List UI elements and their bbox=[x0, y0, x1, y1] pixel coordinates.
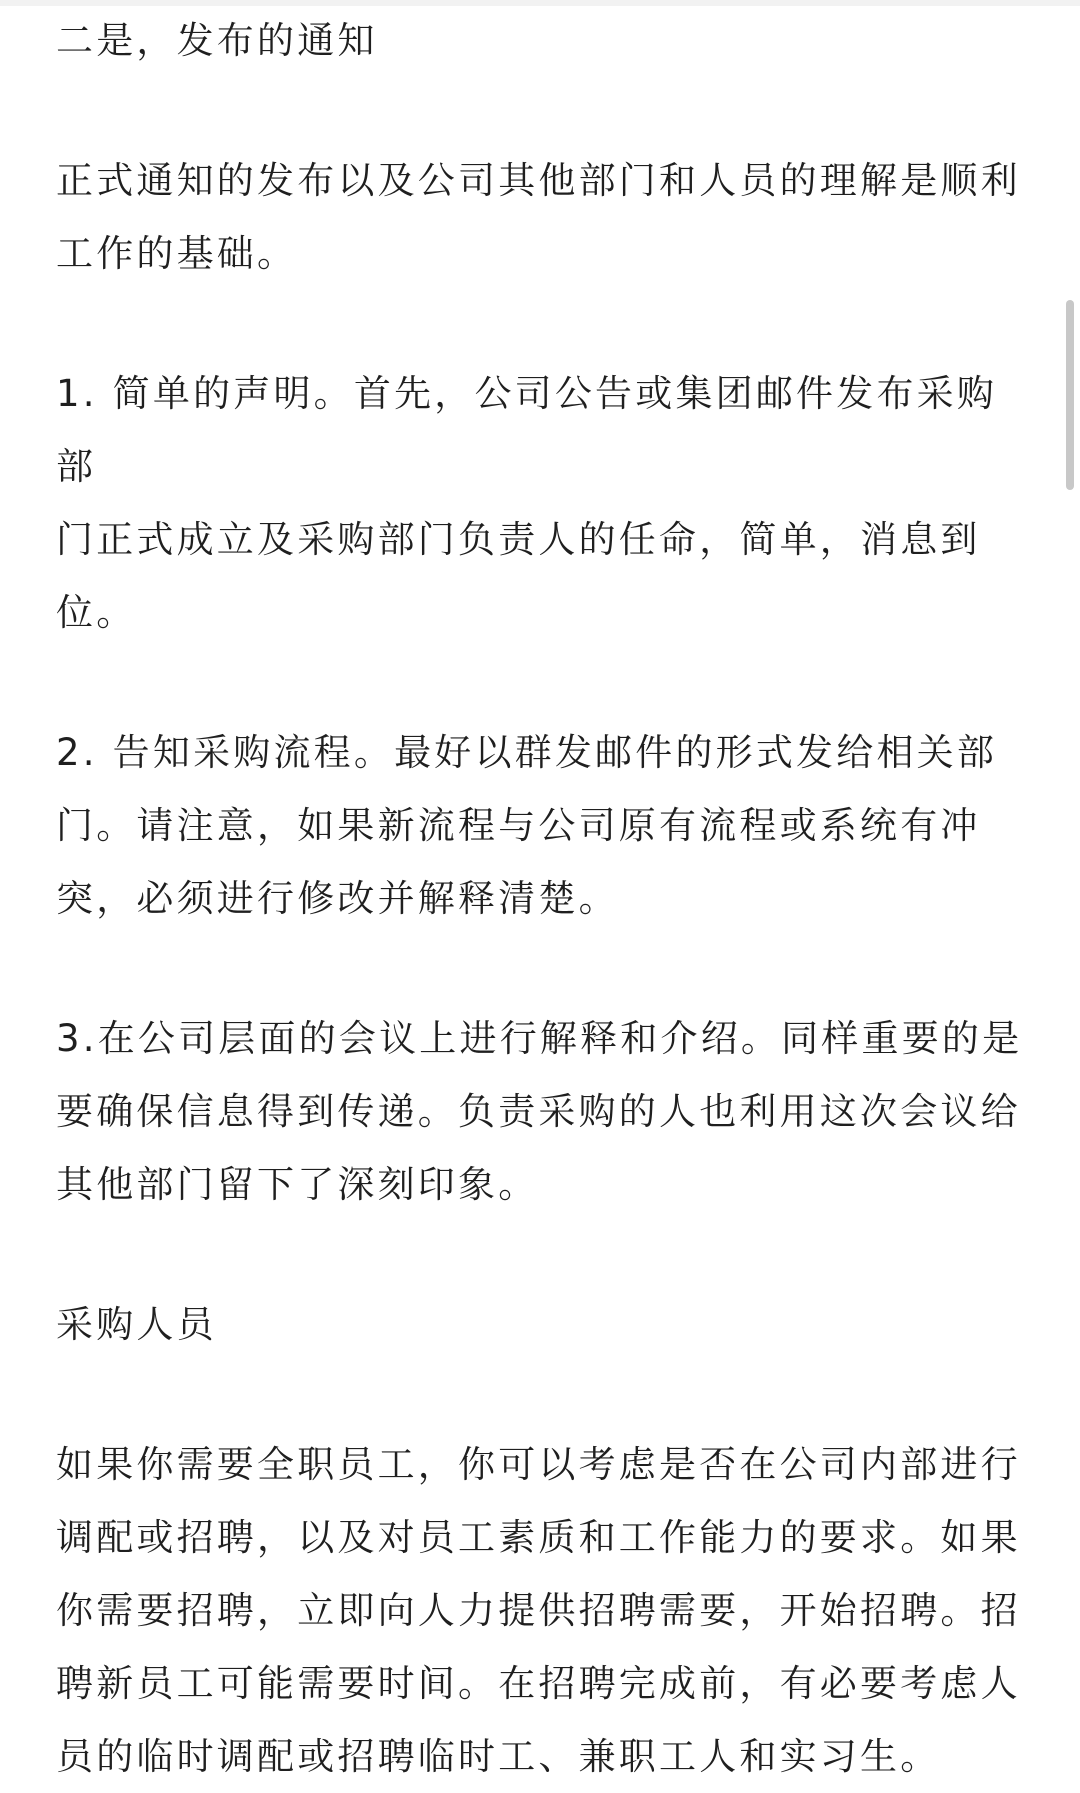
paragraph-staff: 如果你需要全职员工，你可以考虑是否在公司内部进行 调配或招聘，以及对员工素质和工作能力的要求。如果 你需要招聘，立即向人力提供招聘需要，开始招聘。招 聘新员工可能需要时间。在招聘完成前，有必要考虑人 员的临时调配或招聘临时工、兼职工人和实习生。 bbox=[56, 1443, 1021, 1778]
article-body bbox=[56, 4, 1026, 1793]
section-heading-staff: 采购人员 bbox=[56, 1303, 217, 1346]
paragraph-notice-intro: 正式通知的发布以及公司其他部门和人员的理解是顺利 工作的基础。 bbox=[56, 159, 1021, 275]
list-item-2: 2. 告知采购流程。最好以群发邮件的形式发给相关部 门。请注意，如果新流程与公司原有流程或系统有冲 突，必须进行修改并解释清楚。 bbox=[56, 731, 998, 920]
list-item-1: 1. 简单的声明。首先，公司公告或集团邮件发布采购部 门正式成立及采购部门负责人的任命，简单，消息到 位。 bbox=[56, 372, 998, 634]
list-item-3: 3.在公司层面的会议上进行解释和介绍。同样重要的是 要确保信息得到传递。负责采购的人也利用这次会议给 其他部门留下了深刻印象。 bbox=[56, 1017, 1023, 1206]
scrollbar-thumb[interactable] bbox=[1066, 300, 1074, 490]
section-heading-notice: 二是，发布的通知 bbox=[56, 19, 378, 62]
